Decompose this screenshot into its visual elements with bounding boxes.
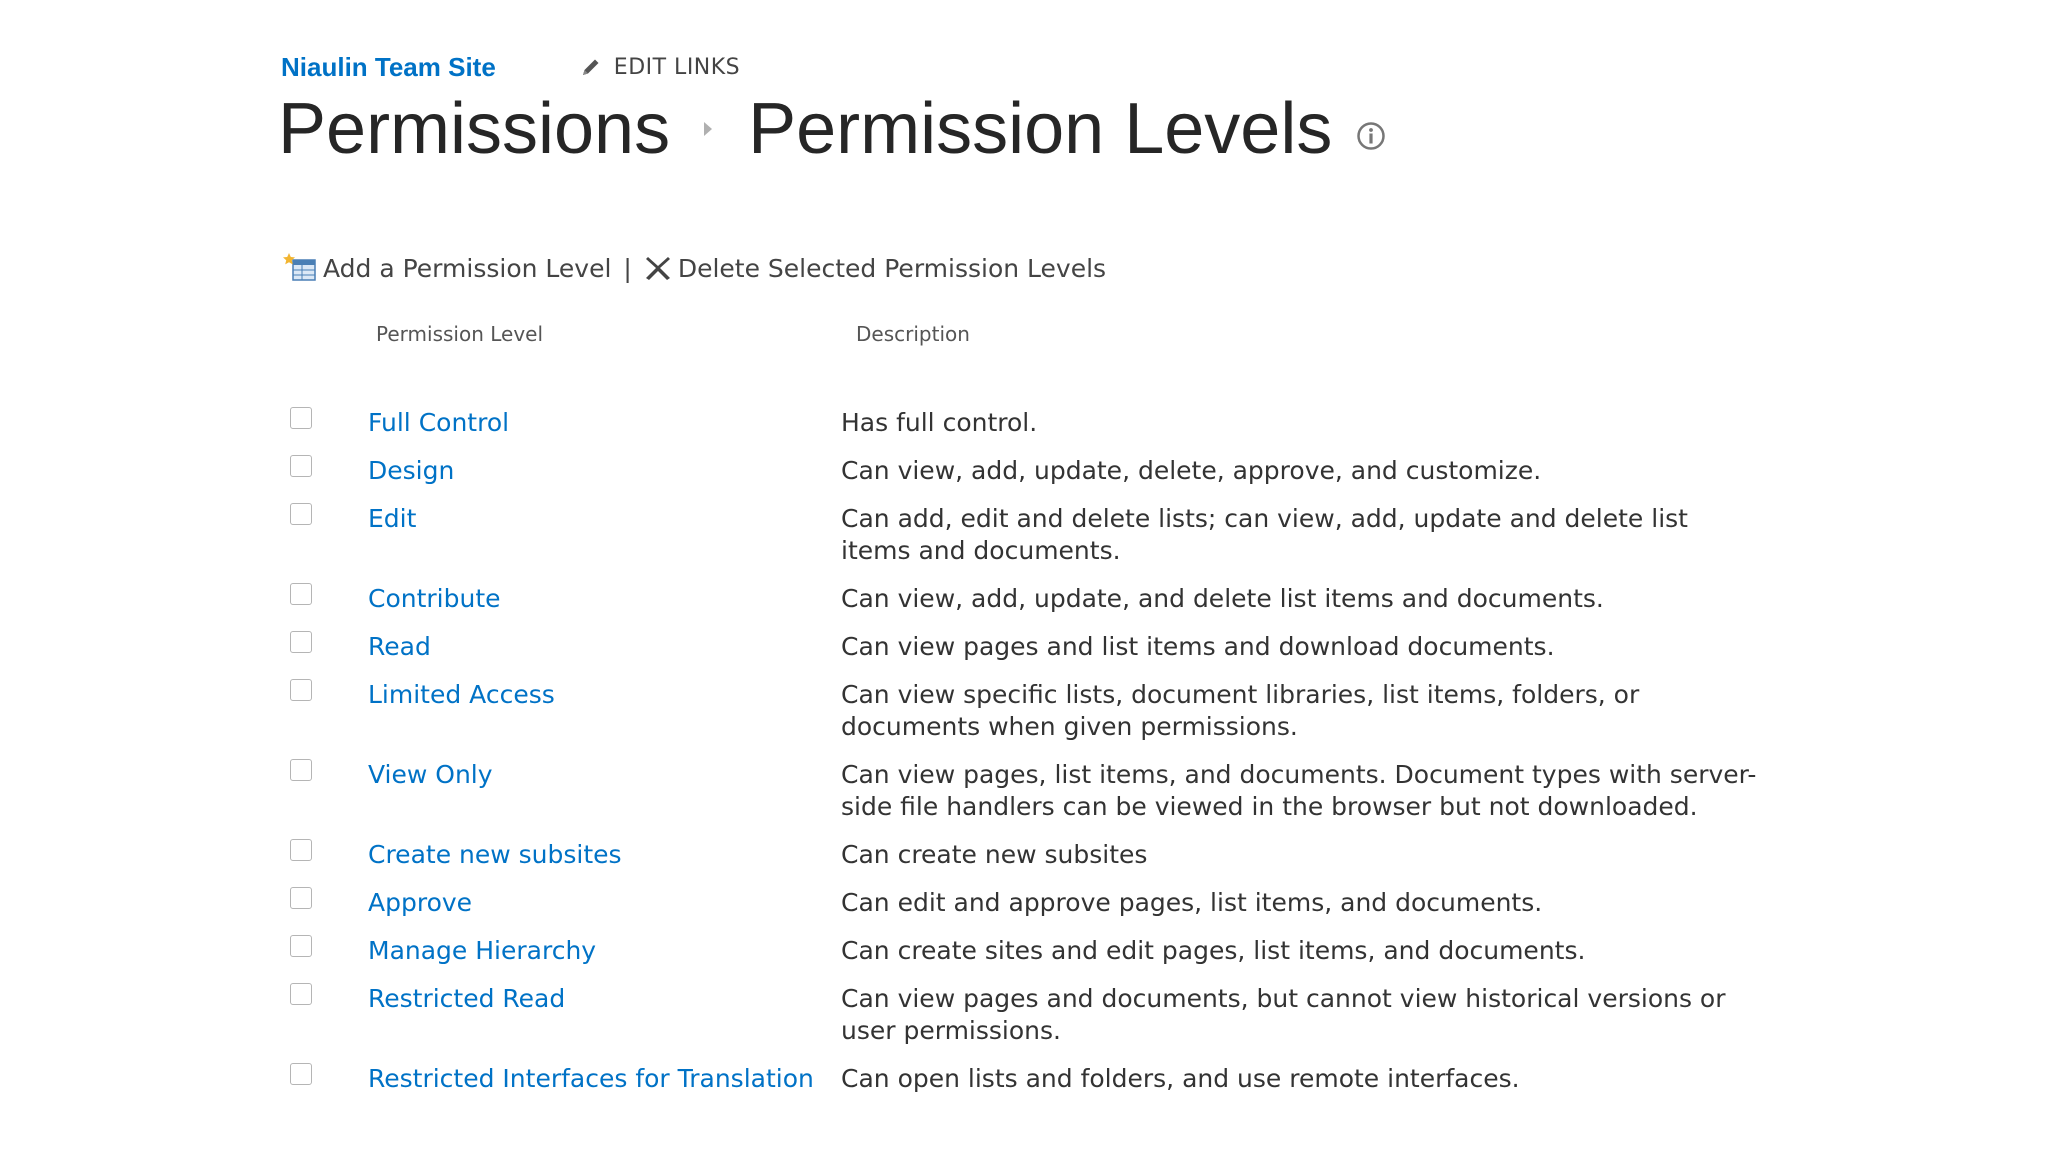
permission-level-description: Can create new subsites	[841, 840, 1148, 869]
delete-permission-levels-label: Delete Selected Permission Levels	[677, 253, 1107, 283]
row-checkbox[interactable]	[290, 503, 312, 525]
permission-level-description: Can add, edit and delete lists; can view, add, update and delete list items and documents.	[841, 504, 1688, 565]
permission-level-description: Can view specific lists, document libraries, list items, folders, or documents when given permissions.	[841, 680, 1640, 741]
page-title	[278, 86, 1386, 172]
row-checkbox[interactable]	[290, 983, 312, 1005]
permission-level-link[interactable]: Contribute	[368, 584, 501, 613]
permission-level-description: Can view pages and list items and download documents.	[841, 632, 1555, 661]
delete-permission-levels-button[interactable]	[644, 254, 1106, 283]
permission-level-description: Can view pages, list items, and documents. Document types with server-side file handlers can be viewed in the browser but not downloaded.	[841, 760, 1757, 821]
row-checkbox[interactable]	[290, 631, 312, 653]
pencil-icon	[580, 56, 602, 78]
row-checkbox[interactable]	[290, 679, 312, 701]
row-checkbox[interactable]	[290, 1063, 312, 1085]
permission-level-description: Can open lists and folders, and use remote interfaces.	[841, 1064, 1520, 1093]
top-links-bar	[281, 47, 740, 87]
permission-toolbar	[283, 250, 1106, 286]
permission-level-link[interactable]: Full Control	[368, 408, 510, 437]
permission-level-description: Can create sites and edit pages, list items, and documents.	[841, 936, 1586, 965]
column-header-description[interactable]: Description	[856, 322, 970, 346]
permission-level-link[interactable]: Restricted Interfaces for Translation	[368, 1064, 814, 1093]
permission-level-link[interactable]: Create new subsites	[368, 840, 622, 869]
permission-level-link[interactable]: Design	[368, 456, 455, 485]
row-checkbox[interactable]	[290, 759, 312, 781]
row-checkbox[interactable]	[290, 839, 312, 861]
row-checkbox[interactable]	[290, 407, 312, 429]
permission-level-description: Can view, add, update, delete, approve, and customize.	[841, 456, 1542, 485]
add-permission-level-label: Add a Permission Level	[323, 253, 612, 283]
permission-level-link[interactable]: Read	[368, 632, 431, 661]
permission-level-description: Can edit and approve pages, list items, and documents.	[841, 888, 1543, 917]
breadcrumb-current: Permission Levels	[748, 89, 1333, 169]
add-permission-level-icon	[283, 252, 319, 284]
row-checkbox[interactable]	[290, 583, 312, 605]
column-header-permission-level[interactable]: Permission Level	[376, 322, 544, 346]
delete-x-icon	[644, 254, 672, 282]
permission-level-link[interactable]: View Only	[368, 760, 493, 789]
permission-level-link[interactable]: Manage Hierarchy	[368, 936, 597, 965]
permission-level-description: Has full control.	[841, 408, 1038, 437]
breadcrumb-parent[interactable]: Permissions	[278, 89, 671, 169]
site-name-link[interactable]: Niaulin Team Site	[281, 51, 496, 82]
permission-level-link[interactable]: Edit	[368, 504, 417, 533]
permission-level-link[interactable]: Restricted Read	[368, 984, 566, 1013]
edit-links-label: EDIT LINKS	[613, 54, 741, 80]
permission-level-link[interactable]: Limited Access	[368, 680, 555, 709]
permission-level-description: Can view, add, update, and delete list items and documents.	[841, 584, 1604, 613]
breadcrumb-separator-icon	[702, 121, 714, 137]
permission-level-description: Can view pages and documents, but cannot view historical versions or user permissions.	[841, 984, 1726, 1045]
info-icon[interactable]	[1356, 121, 1386, 151]
permission-level-link[interactable]: Approve	[368, 888, 473, 917]
row-checkbox[interactable]	[290, 455, 312, 477]
row-checkbox[interactable]	[290, 935, 312, 957]
edit-links-button[interactable]	[580, 55, 740, 80]
add-permission-level-button[interactable]	[283, 252, 611, 284]
row-checkbox[interactable]	[290, 887, 312, 909]
toolbar-divider: |	[623, 253, 632, 283]
